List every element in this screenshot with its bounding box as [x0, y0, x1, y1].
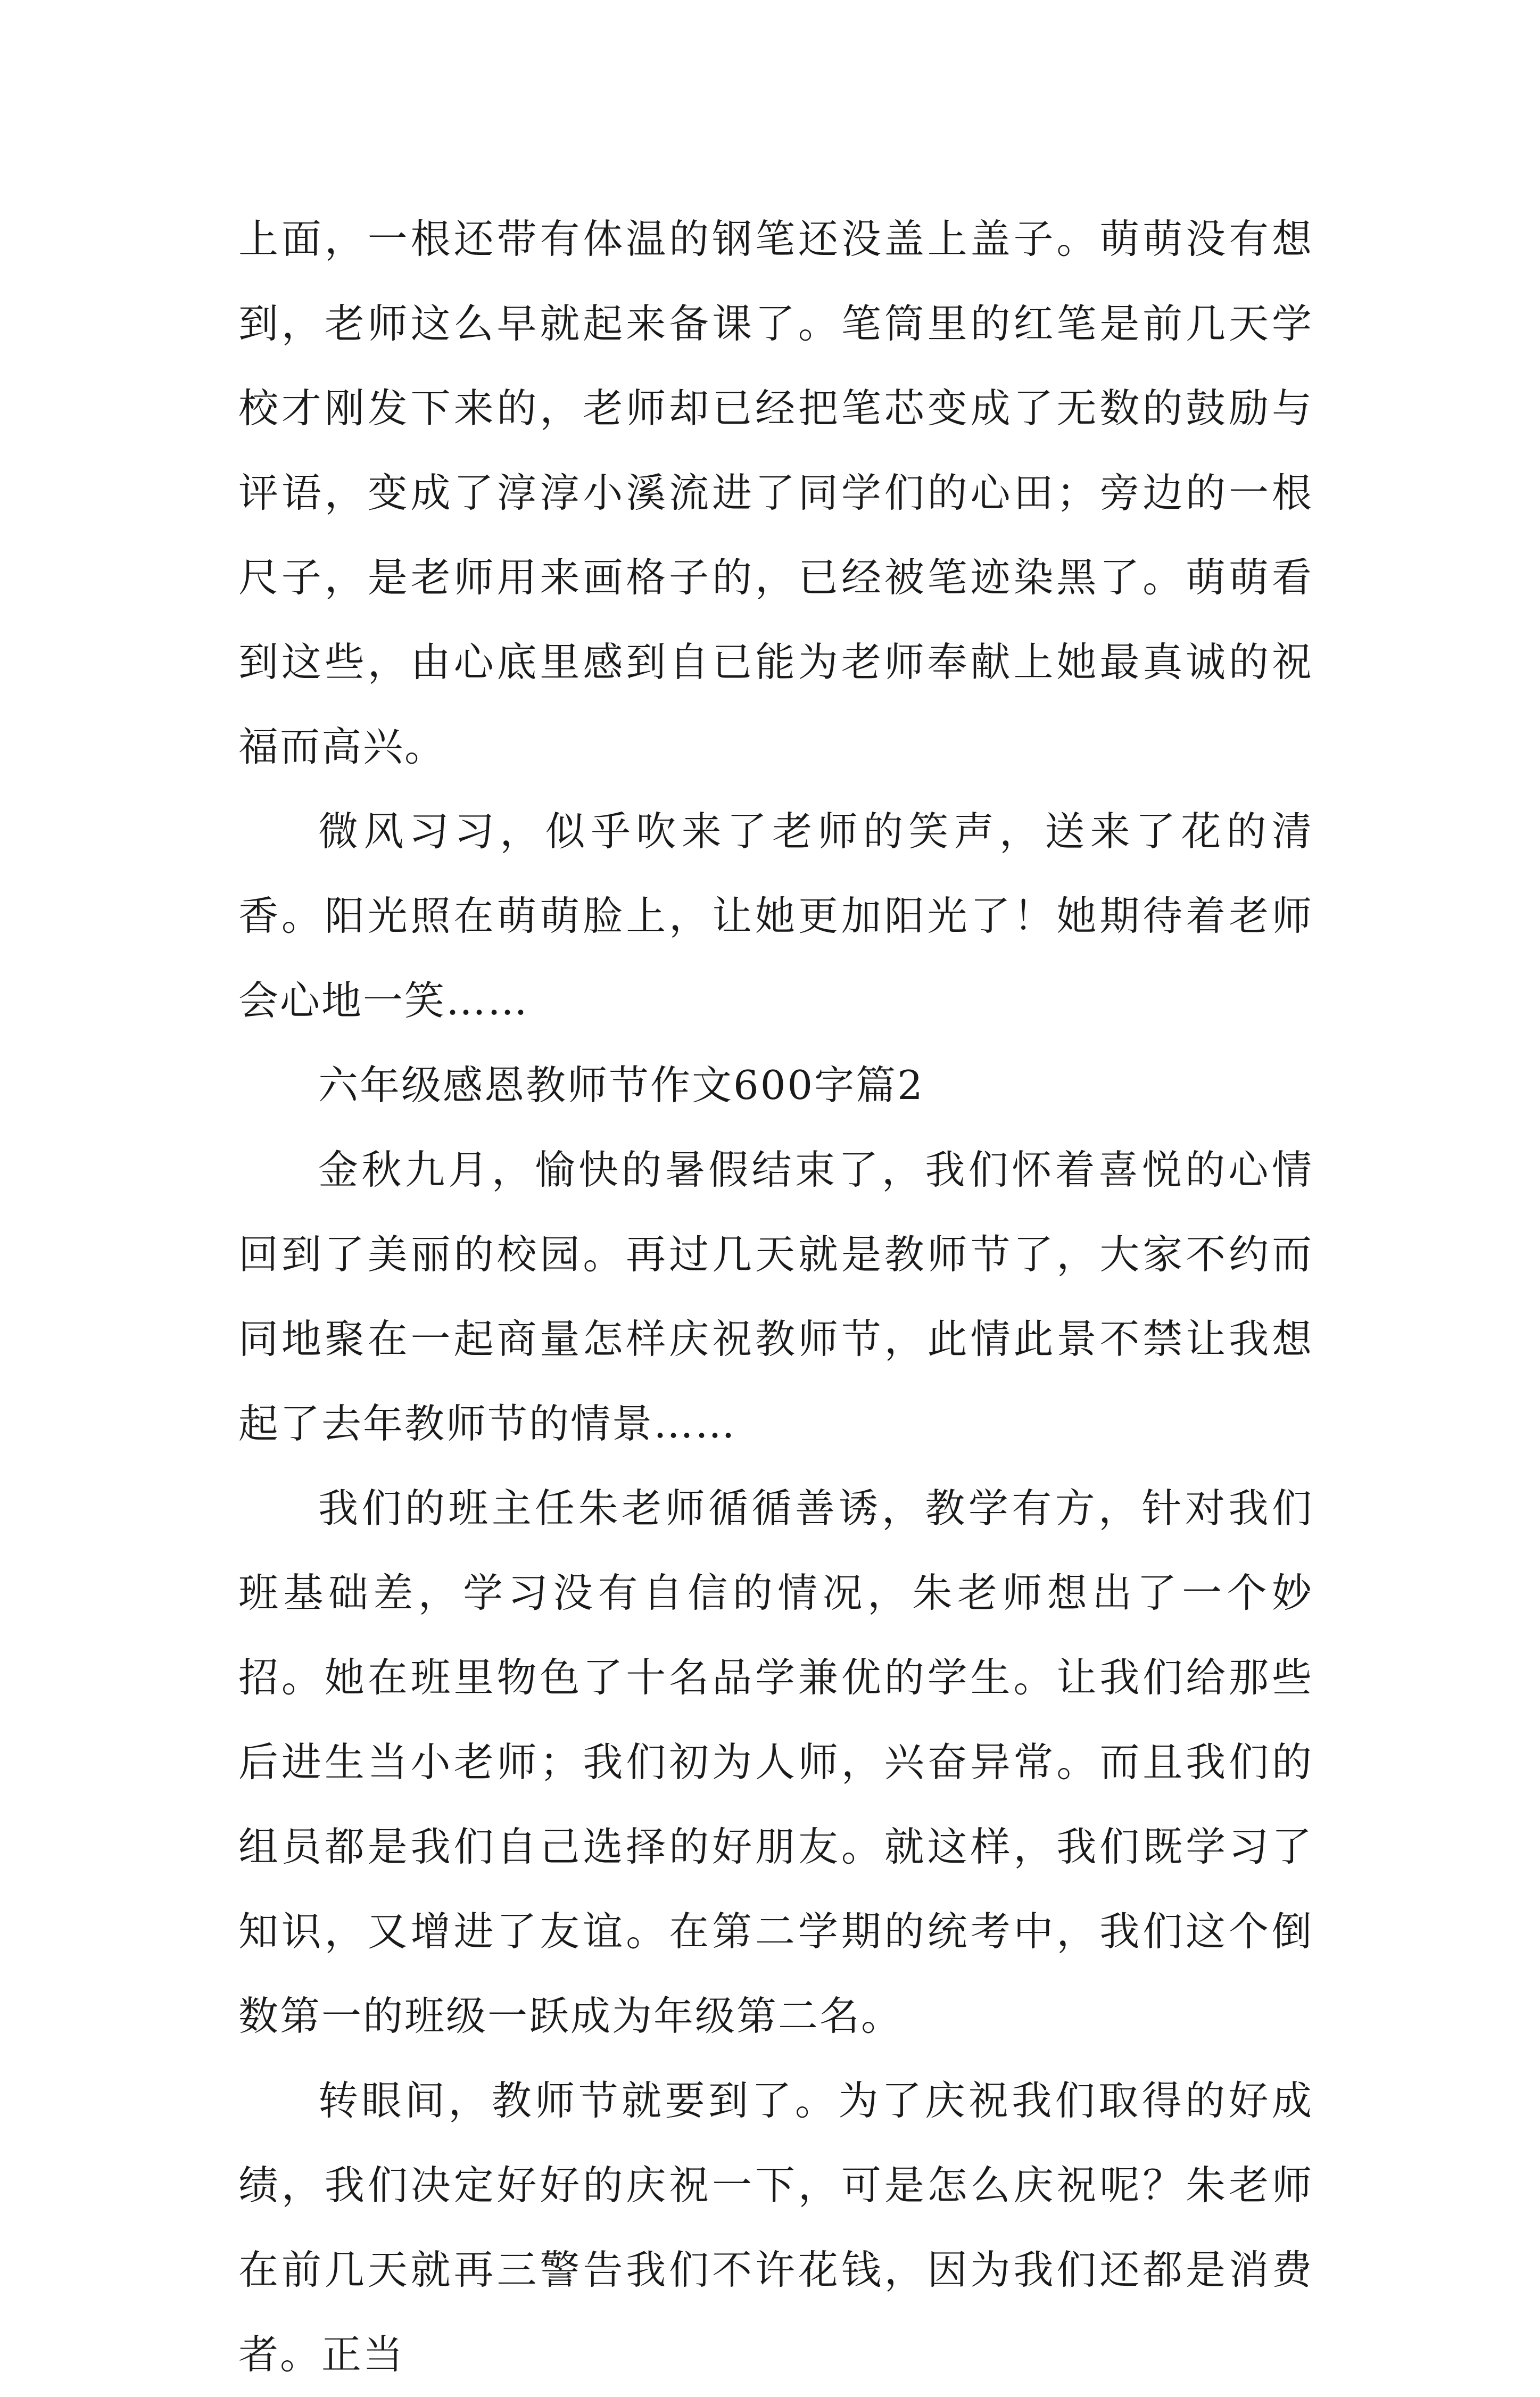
document-body — [238, 197, 1313, 2397]
paragraph-breeze: 微风习习，似乎吹来了老师的笑声，送来了花的清香。阳光照在萌萌脸上，让她更加阳光了！她期待着老师会心地一笑…… — [238, 808, 1313, 1024]
paragraph-autumn: 金秋九月，愉快的暑假结束了，我们怀着喜悦的心情回到了美丽的校园。再过几天就是教师节了，大家不约而同地聚在一起商量怎样庆祝教师节，此情此景不禁让我想起了去年教师节的情景…… — [238, 1146, 1313, 1447]
paragraph-continuation: 上面，一根还带有体温的钢笔还没盖上盖子。萌萌没有想到，老师这么早就起来备课了。笔筒里的红笔是前几天学校才刚发下来的，老师却已经把笔芯变成了无数的鼓励与评语，变成了淳淳小溪流进了同学们的心田；旁边的一根尺子，是老师用来画格子的，已经被笔迹染黑了。萌萌看到这些，由心底里感到自已能为老师奉献上她最真诚的祝福而高兴。 — [238, 216, 1313, 770]
section-title: 六年级感恩教师节作文600字篇2 — [318, 1062, 924, 1109]
paragraph-class-teacher: 我们的班主任朱老师循循善诱，教学有方，针对我们班基础差，学习没有自信的情况，朱老师想出了一个妙招。她在班里物色了十名品学兼优的学生。让我们给那些后进生当小老师；我们初为人师，兴奋异常。而且我们的组员都是我们自己选择的好朋友。就这样，我们既学习了知识，又增进了友谊。在第二学期的统考中，我们这个倒数第一的班级一跃成为年级第二名。 — [238, 1485, 1313, 2039]
paragraph-teachers-day: 转眼间，教师节就要到了。为了庆祝我们取得的好成绩，我们决定好好的庆祝一下，可是怎么庆祝呢？朱老师在前几天就再三警告我们不许花钱，因为我们还都是消费者。正当 — [238, 2077, 1313, 2378]
